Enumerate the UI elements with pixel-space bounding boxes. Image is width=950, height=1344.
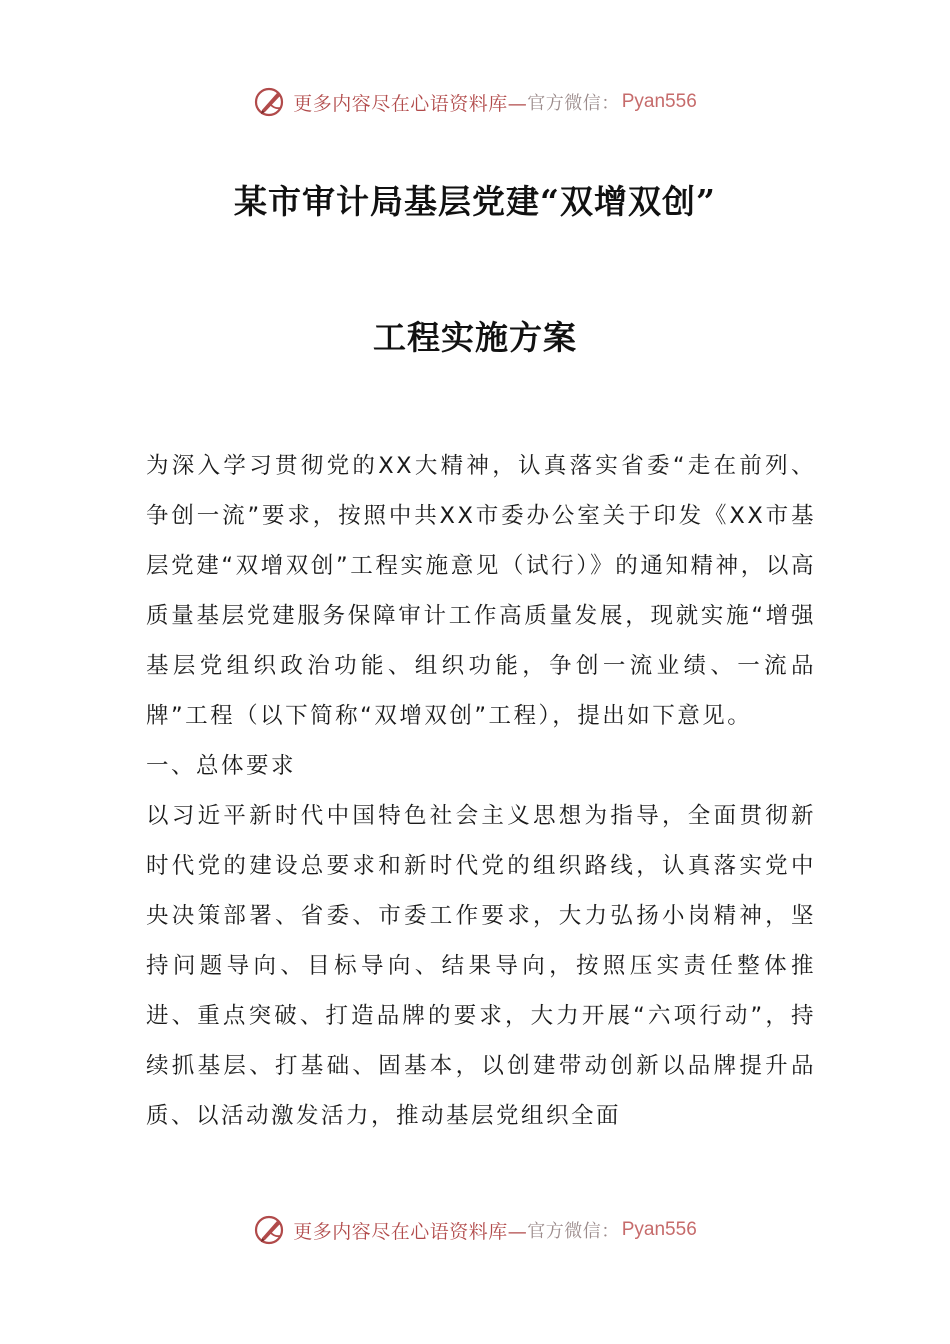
watermark-wechat-label: 官方微信： xyxy=(527,93,620,114)
document-title-line-1: 某市审计局基层党建“双增双创” xyxy=(234,182,716,221)
watermark-banner-top xyxy=(0,82,950,122)
section-paragraph: 以习近平新时代中国特色社会主义思想为指导，全面贯彻新时代党的建设总要求和新时代党的组织路线，认真落实党中央决策部署、省委、市委工作要求，大力弘扬小岗精神，坚持问题导向、目标导向、结果导向，按照压实责任整体推进、重点突破、打造品牌的要求，大力开展“六项行动”，持续抓基层、打基础、固基本，以创建带动创新以品牌提升品质、以活动激发活力，推动基层党组织全面 xyxy=(146,803,816,1129)
pen-logo-icon xyxy=(253,1213,287,1247)
watermark-text: 更多内容尽在心语资料库— xyxy=(293,1220,528,1243)
watermark-text: 更多内容尽在心语资料库— xyxy=(293,92,528,115)
watermark-wechat-id: Pyan556 xyxy=(621,1219,697,1240)
section-heading: 一、总体要求 xyxy=(146,753,297,779)
watermark-wechat-id: Pyan556 xyxy=(621,91,697,112)
document-title-line-2: 工程实施方案 xyxy=(373,318,577,357)
document-body xyxy=(146,441,816,1141)
intro-paragraph: 为深入学习贯彻党的XX大精神，认真落实省委“走在前列、争创一流”要求，按照中共XX市委办公室关于印发《XX市基层党建“双增双创”工程实施意见（试行）》的通知精神，以高质量基层党建服务保障审计工作高质量发展，现就实施“增强基层党组织政治功能、组织功能，争创一流业绩、一流品牌”工程（以下简称“双增双创”工程），提出如下意见。 xyxy=(146,453,816,729)
watermark-wechat-label: 官方微信： xyxy=(527,1221,620,1242)
watermark-banner-bottom xyxy=(0,1210,950,1250)
pen-logo-icon xyxy=(253,85,287,119)
